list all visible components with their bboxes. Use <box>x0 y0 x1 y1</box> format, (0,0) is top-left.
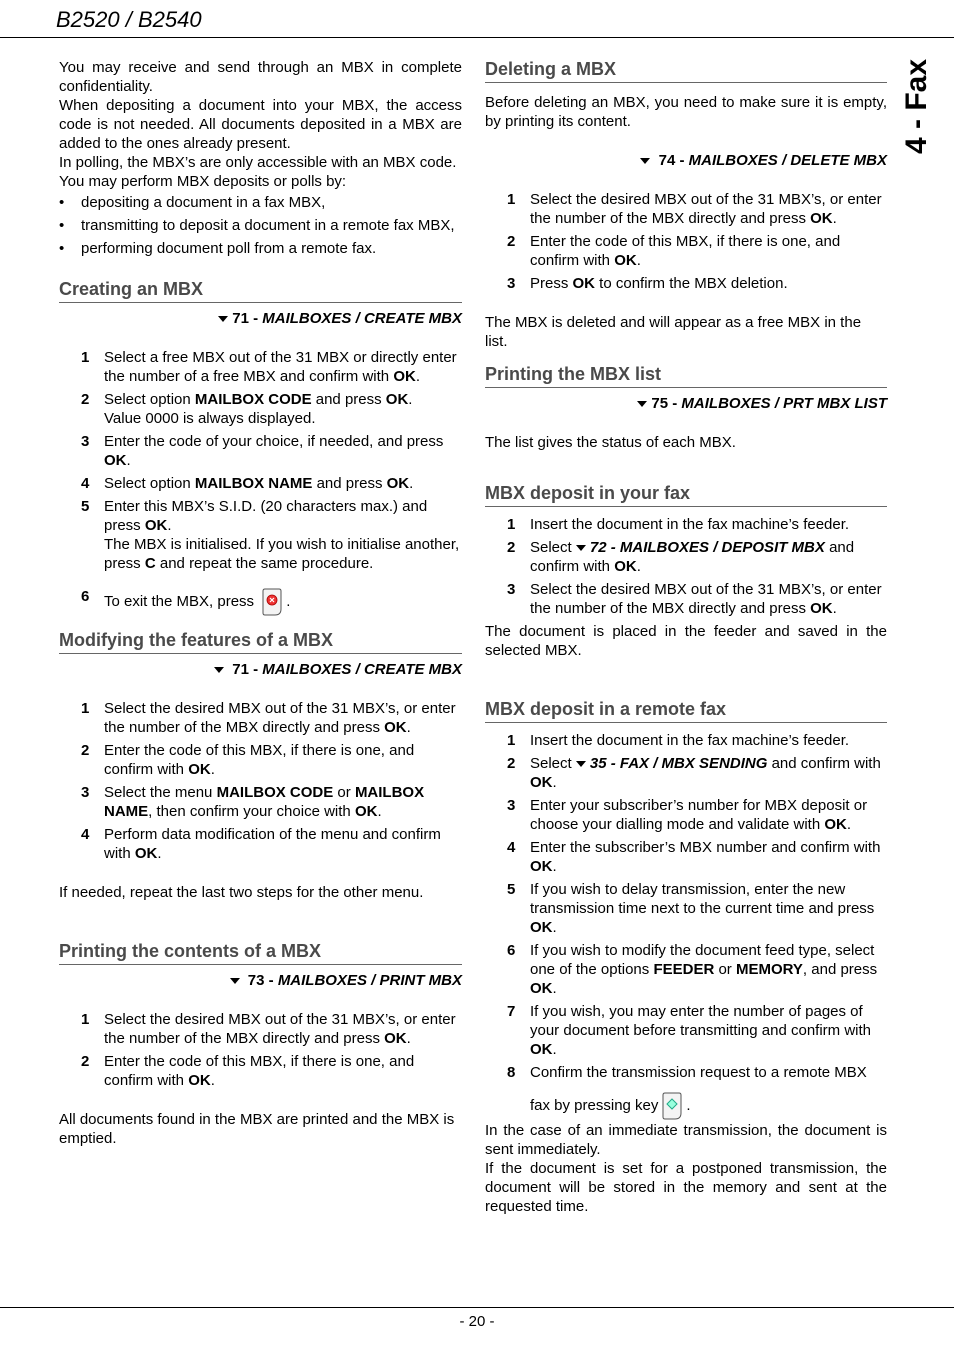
header-rule <box>0 37 954 38</box>
footer-rule <box>0 1307 954 1308</box>
list-item: 2 Enter the code of this MBX, if there is one, and confirm with OK. <box>81 1053 415 1089</box>
down-triangle-icon <box>230 978 240 984</box>
section-title-printing: Printing the contents of a MBX <box>59 940 462 965</box>
chapter-tab <box>896 56 936 156</box>
note-paragraph: In the case of an immediate transmission, the document is sent immediately. <box>485 1122 887 1159</box>
down-triangle-icon <box>218 316 228 322</box>
intro-paragraph: When depositing a document into your MBX, the access code is not needed. All documents deposited in a MBX are added to the ones already present. <box>59 97 462 152</box>
list-item: 7 If you wish, you may enter the number of pages of your document before transmitting and confirm with OK. <box>507 1003 871 1058</box>
list-item: 1 Select the desired MBX out of the 31 MBX’s, or enter the number of the MBX directly and press OK. <box>81 700 456 736</box>
intro-paragraph: You may perform MBX deposits or polls by: <box>59 173 347 190</box>
document-model-title: B2520 / B2540 <box>56 7 202 32</box>
note-paragraph: All documents found in the MBX are printed and the MBX is emptied. <box>59 1111 455 1147</box>
list-item: 4 Select option MAILBOX NAME and press OK. <box>81 475 414 492</box>
list-item: 3 Enter the code of your choice, if needed, and press OK. <box>81 433 444 469</box>
menu-path: 73 - MAILBOXES / PRINT MBX <box>59 971 462 990</box>
down-triangle-icon <box>640 158 650 164</box>
note-paragraph: The list gives the status of each MBX. <box>485 434 736 451</box>
down-triangle-icon <box>576 545 586 551</box>
list-item: 2 Select 35 - FAX / MBX SENDING and confirm with OK. <box>507 755 881 791</box>
list-item: 1 Select the desired MBX out of the 31 MBX’s, or enter the number of the MBX directly and press OK. <box>81 1011 456 1047</box>
list-item: 3 Press OK to confirm the MBX deletion. <box>507 275 788 292</box>
menu-path: 74 - MAILBOXES / DELETE MBX <box>485 151 887 170</box>
modifying-steps <box>59 699 462 863</box>
section-title-deposit: MBX deposit in your fax <box>485 482 887 507</box>
deposit-steps <box>485 515 887 618</box>
page-number: - 20 - <box>459 1313 495 1330</box>
note-paragraph: The MBX is deleted and will appear as a free MBX in the list. <box>485 314 862 350</box>
down-triangle-icon <box>214 667 224 673</box>
menu-path: 75 - MAILBOXES / PRT MBX LIST <box>485 394 887 413</box>
right-column <box>485 58 887 1216</box>
section-title-print-list: Printing the MBX list <box>485 363 887 388</box>
list-item: 2 Enter the code of this MBX, if there is one, and confirm with OK. <box>81 742 415 778</box>
list-item: 3 Select the desired MBX out of the 31 MBX’s, or enter the number of the MBX directly and press OK. <box>507 581 882 617</box>
list-item: 1 Select a free MBX out of the 31 MBX or directly enter the number of a free MBX and confirm with OK. <box>81 349 457 385</box>
deleting-steps <box>485 190 887 293</box>
section-title-remote: MBX deposit in a remote fax <box>485 698 887 723</box>
list-item: • depositing a document in a fax MBX, <box>59 193 462 212</box>
deposit-methods-list <box>59 193 462 258</box>
section-title-modifying: Modifying the features of a MBX <box>59 629 462 654</box>
list-item: 6 If you wish to modify the document feed type, select one of the options FEEDER or MEMORY, and press OK. <box>507 942 878 997</box>
list-item: 5 Enter this MBX’s S.I.D. (20 characters max.) and press OK. The MBX is initialised. If you wish to initialise another, press C and repeat the same procedure. <box>81 498 460 572</box>
list-item: 4 Enter the subscriber’s MBX number and confirm with OK. <box>507 839 881 875</box>
list-item: • performing document poll from a remote fax. <box>59 239 462 258</box>
list-item: 6 To exit the MBX, press . <box>59 587 462 617</box>
list-item: 2 Select 72 - MAILBOXES / DEPOSIT MBX and confirm with OK. <box>507 539 855 575</box>
list-item: 2 Select option MAILBOX CODE and press OK. Value 0000 is always displayed. <box>81 391 413 427</box>
list-item: 4 Perform data modification of the menu and confirm with OK. <box>81 826 441 862</box>
section-title-creating: Creating an MBX <box>59 278 462 303</box>
note-paragraph: If needed, repeat the last two steps for the other menu. <box>59 884 424 901</box>
list-item: 8 Confirm the transmission request to a remote MBX fax by pressing key. <box>485 1063 887 1121</box>
section-title-deleting: Deleting a MBX <box>485 58 887 83</box>
list-item: 2 Enter the code of this MBX, if there is one, and confirm with OK. <box>507 233 841 269</box>
list-item: 5 If you wish to delay transmission, enter the new transmission time next to the current time and press OK. <box>507 881 875 936</box>
menu-path: 71 - MAILBOXES / CREATE MBX <box>59 309 462 328</box>
down-triangle-icon <box>576 761 586 767</box>
left-column <box>59 58 462 1148</box>
note-paragraph: If the document is set for a postponed transmission, the document will be stored in the memory and sent at the requested time. <box>485 1160 887 1216</box>
creating-steps <box>59 348 462 617</box>
intro-paragraph: You may receive and send through an MBX in complete confidentiality. <box>59 59 462 95</box>
down-triangle-icon <box>637 401 647 407</box>
intro-paragraph: In polling, the MBX’s are only accessible with an MBX code. <box>59 154 457 171</box>
list-item: 3 Select the menu MAILBOX CODE or MAILBOX NAME, then confirm your choice with OK. <box>81 784 425 820</box>
note-paragraph: The document is placed in the feeder and saved in the selected MBX. <box>485 623 887 659</box>
list-item: 1 Insert the document in the fax machine’s feeder. <box>507 516 850 533</box>
intro-paragraph: Before deleting an MBX, you need to make sure it is empty, by printing its content. <box>485 94 887 130</box>
chapter-tab-label: 4 - Fax <box>900 58 933 154</box>
stop-key-icon <box>260 587 284 617</box>
list-item: • transmitting to deposit a document in a remote fax MBX, <box>59 216 462 235</box>
list-item: 3 Enter your subscriber’s number for MBX deposit or choose your dialling mode and validate with OK. <box>507 797 868 833</box>
menu-path: 71 - MAILBOXES / CREATE MBX <box>59 660 462 679</box>
printing-steps <box>59 1010 462 1090</box>
list-item: 1 Select the desired MBX out of the 31 MBX’s, or enter the number of the MBX directly and press OK. <box>507 191 882 227</box>
remote-steps <box>485 731 887 1121</box>
list-item: 1 Insert the document in the fax machine’s feeder. <box>507 732 850 749</box>
start-key-icon <box>660 1091 684 1121</box>
